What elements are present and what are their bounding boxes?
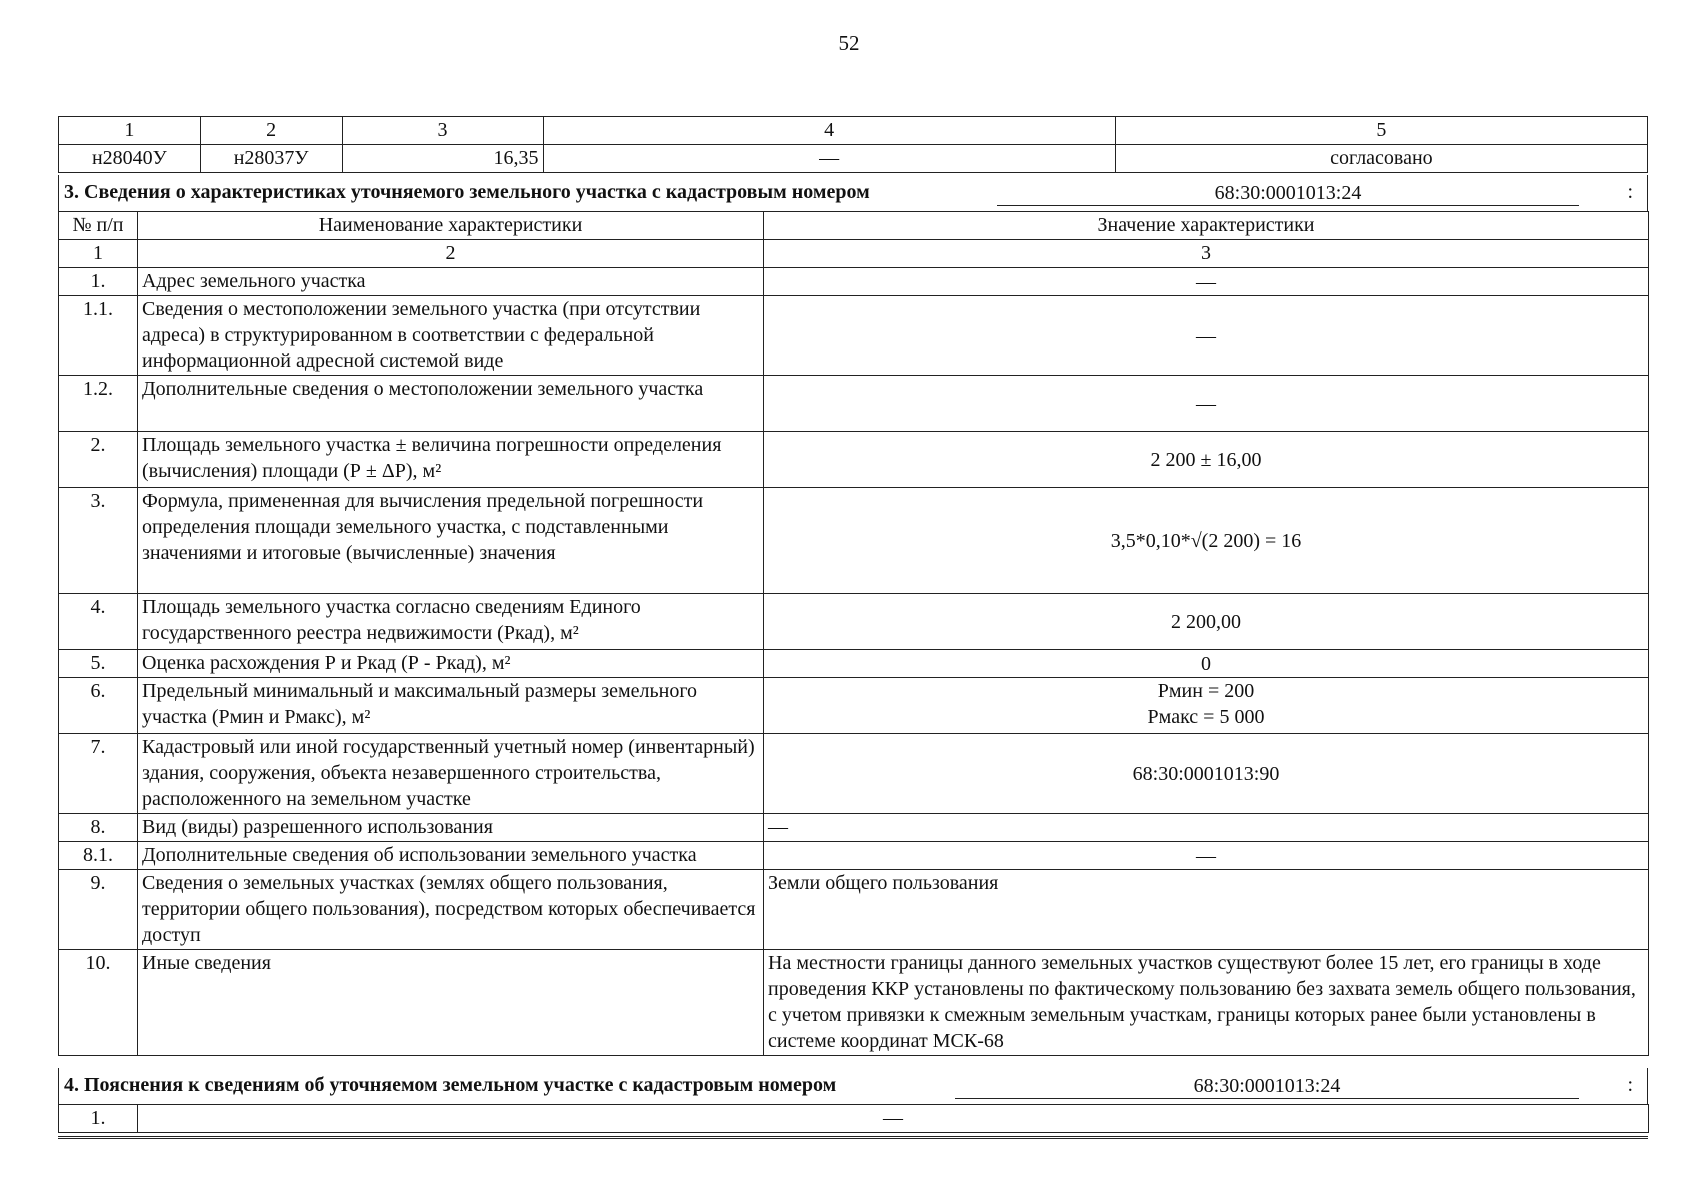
row-name: Адрес земельного участка	[138, 268, 764, 296]
section3-colon: :	[1627, 181, 1633, 203]
column-number: 1	[59, 240, 138, 268]
row-name: Сведения о местоположении земельного участка (при отсутствии адреса) в структурированном в соответствии с федеральной информационной адресной системой виде	[138, 296, 764, 376]
row-number: 1.	[59, 268, 138, 296]
row-value: —	[764, 296, 1649, 376]
boundary-length: 16,35	[342, 145, 543, 173]
row-name: Иные сведения	[138, 950, 764, 1056]
table-row	[59, 376, 1649, 432]
row-number: 1.	[59, 1105, 138, 1133]
row-number: 5.	[59, 650, 138, 678]
row-number: 9.	[59, 870, 138, 950]
row-value-min-max	[764, 678, 1649, 734]
row-name: Предельный минимальный и максимальный размеры земельного участка (Рмин и Рмакс), м²	[138, 678, 764, 734]
row-number: 3.	[59, 488, 138, 594]
row-number: 8.1.	[59, 842, 138, 870]
column-number-row	[59, 240, 1649, 268]
table-row	[59, 296, 1649, 376]
boundary-from-point: н28040У	[59, 145, 201, 173]
table-row	[59, 678, 1649, 734]
row-name: Площадь земельного участка ± величина погрешности определения (вычисления) площади (Р ± ΔР), м²	[138, 432, 764, 488]
row-number: 7.	[59, 734, 138, 814]
table-row	[59, 594, 1649, 650]
boundary-status: согласовано	[1115, 145, 1647, 173]
header-value: Значение характеристики	[764, 212, 1649, 240]
max-area-value: Рмакс = 5 000	[1147, 706, 1265, 728]
table-row	[59, 1105, 1649, 1133]
section3-cadastral-number: 68:30:0001013:24	[997, 180, 1579, 206]
row-name: Кадастровый или иной государственный учетный номер (инвентарный) здания, сооружения, объекта незавершенного строительства, расположенного на земельном участке	[138, 734, 764, 814]
table-row	[59, 734, 1649, 814]
page-number: 52	[838, 31, 860, 55]
characteristics-table	[58, 211, 1649, 1056]
boundary-header-row	[59, 117, 1648, 145]
row-value: —	[764, 376, 1649, 432]
boundary-table	[58, 116, 1648, 173]
row-name: Вид (виды) разрешенного использования	[138, 814, 764, 842]
table-row	[59, 814, 1649, 842]
boundary-header-cell: 3	[342, 117, 543, 145]
row-value: 0	[764, 650, 1649, 678]
row-name: Оценка расхождения Р и Ркад (Р - Ркад), м²	[138, 650, 764, 678]
row-name: Дополнительные сведения об использовании земельного участка	[138, 842, 764, 870]
row-number: 6.	[59, 678, 138, 734]
section4-title: 4. Пояснения к сведениям об уточняемом земельном участке с кадастровым номером	[64, 1074, 837, 1096]
boundary-header-cell: 5	[1115, 117, 1647, 145]
section3-title: 3. Сведения о характеристиках уточняемого земельного участка с кадастровым номером	[64, 181, 870, 203]
section3-header	[58, 175, 1648, 211]
row-value: 3,5*0,10*√(2 200) = 16	[764, 488, 1649, 594]
boundary-row	[59, 145, 1648, 173]
row-value: —	[764, 842, 1649, 870]
row-number: 1.1.	[59, 296, 138, 376]
table-row	[59, 650, 1649, 678]
table-row	[59, 870, 1649, 950]
min-area-value: Рмин = 200	[1157, 680, 1255, 702]
row-value: 2 200,00	[764, 594, 1649, 650]
table-row	[59, 268, 1649, 296]
characteristics-header-row	[59, 212, 1649, 240]
row-number: 1.2.	[59, 376, 138, 432]
row-number: 8.	[59, 814, 138, 842]
row-value: 68:30:0001013:90	[764, 734, 1649, 814]
row-name: Площадь земельного участка согласно сведениям Единого государственного реестра недвижимости (Ркад), м²	[138, 594, 764, 650]
row-value: —	[138, 1105, 1649, 1133]
row-name: Дополнительные сведения о местоположении земельного участка	[138, 376, 764, 432]
boundary-header-cell: 4	[543, 117, 1115, 145]
boundary-header-cell: 1	[59, 117, 201, 145]
row-number: 2.	[59, 432, 138, 488]
section4-header	[58, 1068, 1648, 1104]
header-number: № п/п	[59, 212, 138, 240]
boundary-description: —	[543, 145, 1115, 173]
row-value: 2 200 ± 16,00	[764, 432, 1649, 488]
row-value: Земли общего пользования	[764, 870, 1649, 950]
table-row	[59, 950, 1649, 1056]
table-row	[59, 488, 1649, 594]
row-name: Формула, примененная для вычисления предельной погрешности определения площади земельного участка, с подставленными значениями и итоговые (вычисленные) значения	[138, 488, 764, 594]
table-end-rule	[58, 1136, 1648, 1139]
column-number: 2	[138, 240, 764, 268]
row-value: —	[764, 814, 1649, 842]
section4-cadastral-number: 68:30:0001013:24	[955, 1073, 1579, 1099]
boundary-header-cell: 2	[200, 117, 342, 145]
table-row	[59, 842, 1649, 870]
row-value: На местности границы данного земельных участков существуют более 15 лет, его границы в ходе проведения ККР установлены по фактическому пользованию без захвата земель общего пользования, с учетом привязки к смежным земельным участкам, границы которых ранее были установлены в системе координат МСК-68	[764, 950, 1649, 1056]
header-name: Наименование характеристики	[138, 212, 764, 240]
section4-colon: :	[1627, 1074, 1633, 1096]
row-value: —	[764, 268, 1649, 296]
row-number: 4.	[59, 594, 138, 650]
boundary-to-point: н28037У	[200, 145, 342, 173]
table-row	[59, 432, 1649, 488]
explanations-table	[58, 1104, 1649, 1133]
row-name: Сведения о земельных участках (землях общего пользования, территории общего пользования), посредством которых обеспечивается доступ	[138, 870, 764, 950]
row-number: 10.	[59, 950, 138, 1056]
column-number: 3	[764, 240, 1649, 268]
